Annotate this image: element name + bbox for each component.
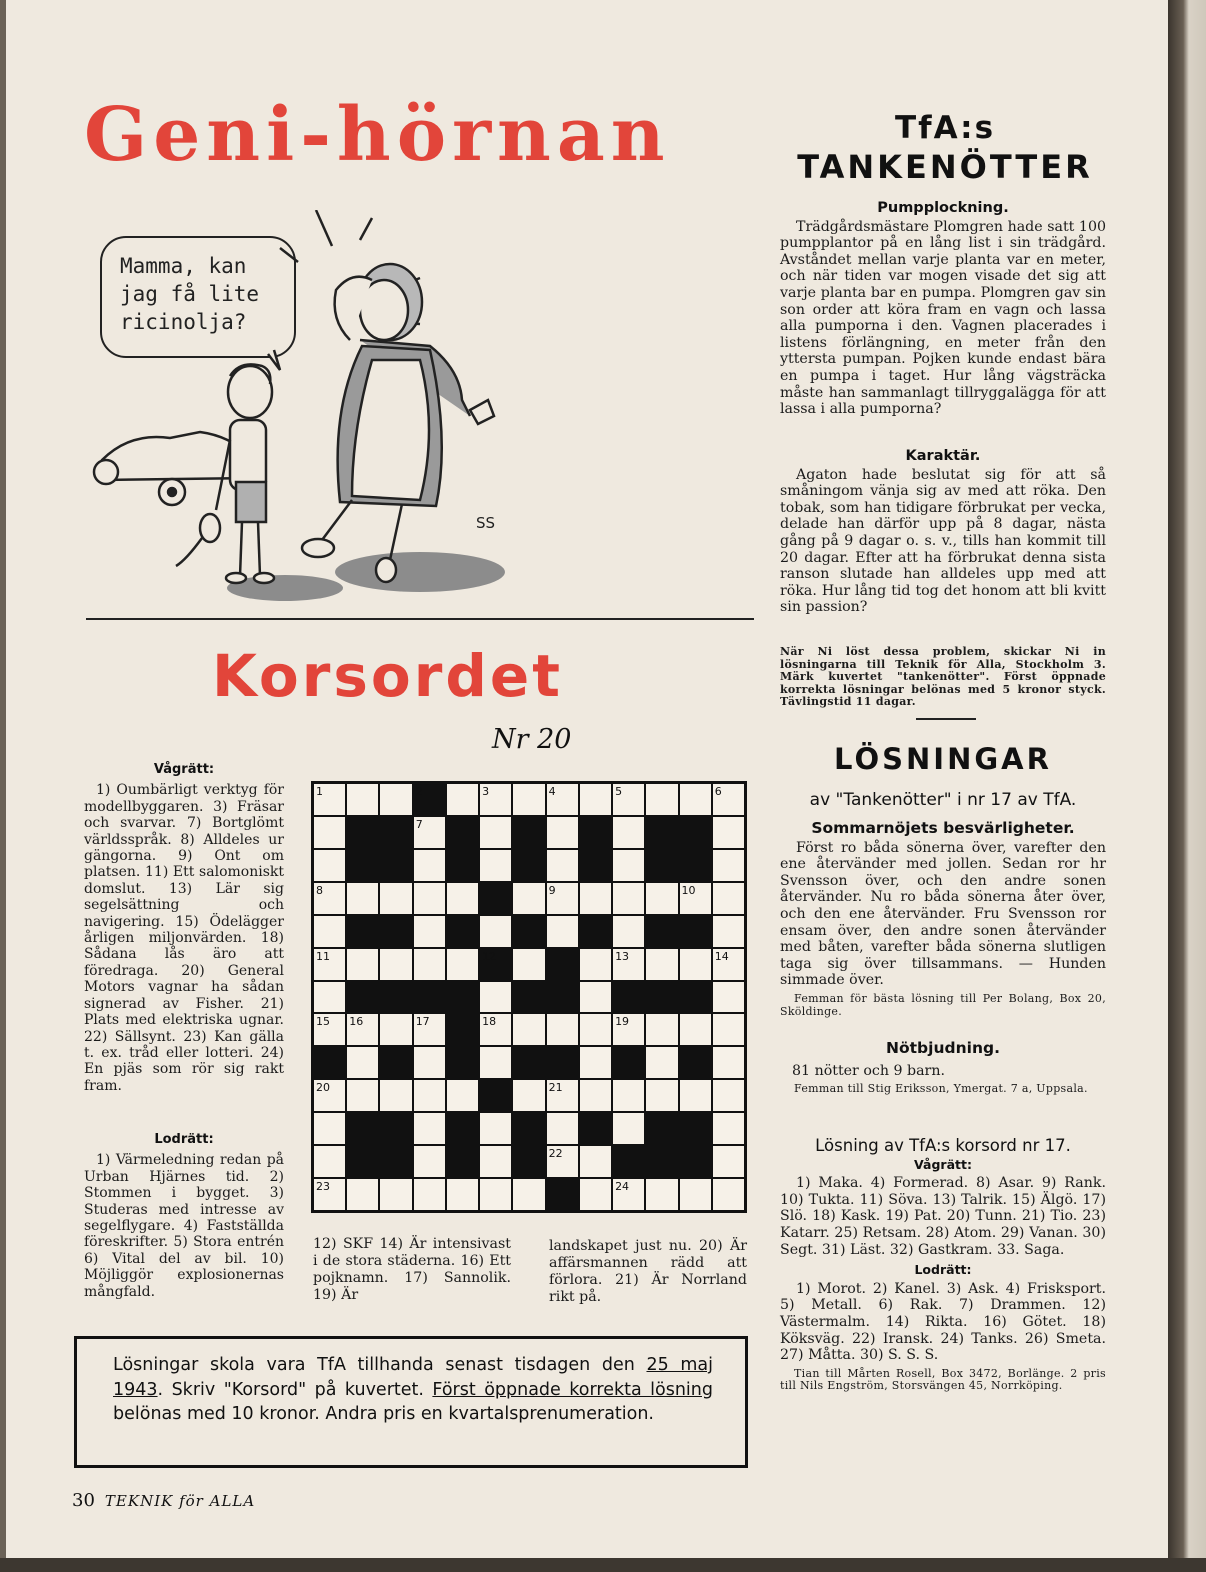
lodratt-heading: Lodrätt: (154, 1132, 214, 1147)
lodratt-continued-1: 12) SKF 14) Är intensivast i de stora städerna. 16) Ett pojknamn. 17) Sannolik. 19) Är (313, 1236, 511, 1303)
grid-cell (414, 1047, 445, 1078)
tankenotter-title-2: TANKENÖTTER (797, 148, 1093, 186)
grid-cell (613, 883, 644, 914)
grid-cell (547, 817, 578, 848)
grid-cell (347, 1080, 378, 1111)
grid-cell (513, 1080, 544, 1111)
cartoon-illustration (90, 210, 530, 610)
grid-cell (414, 916, 445, 947)
grid-cell (646, 1014, 677, 1045)
grid-cell (480, 1113, 511, 1144)
vagratt-text: 1) Oumbärligt verktyg för modellbyggaren. 3) Fräsar och svarvar. 7) Bortglömt världsspråk. 8) Alldeles ur gängorna. 9) Ont om platsen. 11) Ett salomoniskt domslut. 13) Lär sig segelsättning och navigering. 15) Ödelägger årligen miljonvärden. 18) Sådana lås äro att föredraga. 20) General Motors vagnar ha sådan signerad av Fisher. 21) Plats med elektriska ugnar. 22) Sällsynt. 23) Kan gälla t. ex. tråd eller lotteri. 24) En pjäs som rör sig rakt fram. (84, 782, 284, 1094)
grid-number: 23 (316, 1180, 330, 1194)
grid-number: 20 (316, 1081, 330, 1095)
grid-cell (547, 850, 578, 881)
grid-cell (613, 817, 644, 848)
notice-date: 25 maj 1943 (113, 1355, 714, 1400)
grid-cell (347, 784, 378, 815)
pumpplockning-text: Trädgårdsmästare Plomgren hade satt 100 pumpplantor på en lång list i sin trädgård. Avståndet mellan varje planta var en meter, och när tiden var mogen visade det sig att varje planta bar en pumpa. Plomgren gav sin son order att köra fram en vagn och lassa alla pumporna i den. Vagnen placerades i listens förlängning, en meter från den yttersta pumpan. Pojken kunde endast bära en pumpa i taget. Hur lång vägsträcka måste han sammanlagt tillryggalägga för att lassa i alla pumporna? (780, 218, 1106, 418)
grid-cell (447, 1080, 478, 1111)
grid-cell (347, 1047, 378, 1078)
grid-cell (580, 982, 611, 1013)
notbjudning-winner: Femman till Stig Eriksson, Ymergat. 7 a, Uppsala. (794, 1082, 1088, 1096)
korsord17-lodratt: 1) Morot. 2) Kanel. 3) Ask. 4) Frisksport. 5) Metall. 6) Rak. 7) Drammen. 12) Västermalm. 14) Rikta. 16) Götet. 18) Köksväg. 22) Iransk. 24) Tanks. 26) Smeta. 27) Måtta. 30) S. S. S. (780, 1280, 1106, 1364)
korsord17-vagratt: 1) Maka. 4) Formerad. 8) Asar. 9) Rank. 10) Tukta. 11) Söva. 13) Talrik. 15) Älgö. 17) Slö. 18) Kask. 19) Pat. 20) Tunn. 21) Tio. 23) Katarr. 25) Retsam. 28) Atom. 29) Vanan. 30) Segt. 31) Läst. 32) Gastkram. 33. Saga. (780, 1175, 1106, 1258)
grid-cell (547, 1113, 578, 1144)
short-divider (916, 718, 976, 720)
grid-cell (314, 982, 345, 1013)
grid-cell (580, 949, 611, 980)
grid-number: 8 (316, 883, 323, 897)
grid-cell (447, 1179, 478, 1210)
pumpplockning-heading: Pumpplockning. (877, 200, 1009, 216)
grid-number: 2 (415, 785, 423, 798)
speech-line-2: jag få lite (120, 282, 260, 306)
grid-cell (646, 1080, 677, 1111)
sommarnojet-text: Först ro båda sönerna över, varefter den ene återvänder med jollen. Sedan ror hr Svensson över, och den andre sonen återvänder. Nu ro båda sönerna åter över, och den ene återvänder. Fru Svensson ror ensam över, den andre sonen återvänder med båten, varefter båda sönerna slutligen taga sig över tillsammans. — Hunden simmade över. (780, 839, 1106, 989)
deadline-notice (74, 1336, 748, 1468)
grid-cell (414, 1080, 445, 1111)
grid-cell (613, 1113, 644, 1144)
grid-cell (380, 1080, 411, 1111)
grid-cell (380, 784, 411, 815)
grid-number: 13 (615, 949, 630, 963)
grid-cell (480, 817, 511, 848)
vagratt-clues (84, 762, 284, 1094)
grid-cell (513, 784, 544, 815)
geni-title: Geni-hörnan (84, 92, 671, 178)
grid-cell (380, 1014, 411, 1045)
grid-cell (580, 1179, 611, 1210)
grid-cell (580, 1080, 611, 1111)
grid-cell (680, 949, 711, 980)
grid-number: 22 (548, 1147, 563, 1161)
grid-cell (447, 949, 478, 980)
grid-cell (547, 1014, 578, 1045)
grid-cell (713, 1113, 744, 1144)
grid-cell (713, 1014, 744, 1045)
grid-number: 7 (415, 817, 423, 831)
losningar-subtitle: av "Tankenötter" i nr 17 av TfA. (809, 790, 1077, 810)
karaktar-heading: Karaktär. (905, 448, 981, 464)
grid-cell (580, 883, 611, 914)
grid-cell (713, 817, 744, 848)
grid-number: 14 (714, 949, 729, 963)
grid-cell (580, 784, 611, 815)
woman-shadow (335, 552, 505, 592)
lodratt-continued-2: landskapet just nu. 20) Är affärsmannen rädd att förlora. 21) Är Norrland rikt på. (549, 1238, 747, 1305)
grid-number: 24 (615, 1180, 630, 1194)
grid-cell (347, 949, 378, 980)
artist-signature: SS (476, 514, 496, 532)
tankenotter-title-1: TfA:s (894, 110, 996, 146)
grid-cell (646, 1179, 677, 1210)
grid-cell (680, 1179, 711, 1210)
grid-cell (547, 916, 578, 947)
lodratt-clues (84, 1132, 284, 1300)
grid-cell (480, 1047, 511, 1078)
grid-cell (646, 1047, 677, 1078)
book-spine (1168, 0, 1206, 1572)
karaktar-text: Agaton hade beslutat sig för att så småningom vänja sig av med att röka. Den tobak, som han tidigare förbrukat per vecka, delade han därför upp på 8 dagar, nästa gång på 9 dagar o. s. v., tills han kommit till 20 dagar. Efter att ha förbrukat denna sista ranson slutade han alldeles upp med att röka. Hur lång tid tog det honom att bli kvitt sin passion? (780, 466, 1106, 616)
grid-cell (414, 1146, 445, 1177)
notice-text-c: belönas med 10 kronor. Andra pris en kvartalsprenumeration. (113, 1404, 654, 1424)
grid-cell (414, 850, 445, 881)
grid-cell (580, 1014, 611, 1045)
grid-cell (713, 1080, 744, 1111)
grid-cell (347, 1179, 378, 1210)
notice-text-b: . Skriv "Korsord" på kuvertet. (157, 1379, 433, 1400)
notice-first: Först öppnade korrekta lösning (432, 1379, 713, 1400)
grid-cell (646, 949, 677, 980)
grid-cell (646, 883, 677, 914)
grid-cell (414, 883, 445, 914)
grid-number: 9 (548, 883, 556, 897)
grid-number: 11 (316, 949, 330, 963)
grid-cell (480, 1179, 511, 1210)
grid-cell (713, 916, 744, 947)
tankenotter-title (780, 110, 1110, 186)
magazine-name: TEKNIK för ALLA (104, 1492, 256, 1510)
lodratt-text: 1) Värmeledning redan på Urban Hjärnes tid. 2) Stommen i bygget. 3) Studeras med intresse av segelflygare. 4) Fastställda föreskrifter. 5) Stora entrén 6) Vital del av bil. 10) Möjliggör explosionernas mångfald. (84, 1152, 284, 1300)
grid-cell (513, 1014, 544, 1045)
crossword-number: Nr 20 (492, 724, 572, 755)
grid-cell (713, 1047, 744, 1078)
woman-figure (280, 210, 494, 582)
grid-cell (680, 1014, 711, 1045)
grid-cell (380, 949, 411, 980)
notice-text-a: Lösningar skola vara TfA tillhanda senast tisdagen den (113, 1355, 647, 1375)
grid-cell (414, 1113, 445, 1144)
grid-cell (580, 1047, 611, 1078)
grid-cell (447, 883, 478, 914)
grid-cell (314, 817, 345, 848)
grid-number: 15 (316, 1015, 330, 1029)
crossword-grid (311, 781, 747, 1213)
grid-cell (414, 1179, 445, 1210)
submission-instructions: När Ni löst dessa problem, skickar Ni in lösningarna till Teknik för Alla, Stockholm 3. Märk kuvertet "tankenötter". Först öppnade korrekta lösningar belönas med 5 kronor styck. Tävlingstid 11 dagar. (780, 645, 1106, 709)
grid-number: 21 (548, 1081, 563, 1095)
grid-number: 6 (714, 785, 722, 798)
solution-notbjudning (780, 1040, 1106, 1096)
vagratt-heading: Vågrätt: (153, 762, 215, 777)
grid-cell (713, 982, 744, 1013)
grid-number: 1 (316, 785, 323, 798)
sommarnojet-winner: Femman för bästa lösning till Per Bolang, Box 20, Sköldinge. (780, 991, 1106, 1018)
grid-cell (314, 1113, 345, 1144)
grid-cell (414, 949, 445, 980)
section-divider (86, 618, 754, 620)
bubble-tail (268, 350, 280, 370)
grid-number: 4 (548, 785, 556, 798)
grid-number: 16 (349, 1015, 364, 1029)
grid-cell (713, 883, 744, 914)
grid-cell (613, 1080, 644, 1111)
notbjudning-heading: Nötbjudning. (886, 1039, 1000, 1057)
grid-number: 17 (415, 1015, 430, 1029)
korsord17-winners: Tian till Mårten Rosell, Box 3472, Borlänge. 2 pris till Nils Engström, Storsvängen 45, Norrköping. (780, 1366, 1106, 1393)
grid-cell (713, 850, 744, 881)
losningar-title: LÖSNINGAR (834, 742, 1052, 776)
crossword-title: Korsordet (212, 642, 563, 710)
grid-cell (480, 916, 511, 947)
grid-cell (347, 883, 378, 914)
page-number: 30 (72, 1490, 95, 1511)
puzzle-pumpplockning (780, 200, 1106, 418)
grid-cell (480, 850, 511, 881)
grid-cell (314, 1146, 345, 1177)
page-footer (72, 1490, 255, 1511)
grid-number: 18 (482, 1015, 497, 1029)
grid-cell (713, 1179, 744, 1210)
grid-cell (314, 916, 345, 947)
grid-cell (613, 850, 644, 881)
speech-line-1: Mamma, kan (120, 254, 247, 278)
grid-number: 3 (482, 785, 490, 798)
grid-cell (513, 883, 544, 914)
grid-cell (646, 784, 677, 815)
grid-cell (513, 949, 544, 980)
grid-cell (713, 1146, 744, 1177)
notbjudning-text: 81 nötter och 9 barn. (792, 1062, 945, 1079)
grid-cell (613, 916, 644, 947)
solution-korsord-17 (780, 1138, 1106, 1393)
grid-cell (380, 1179, 411, 1210)
grid-number: 12 (482, 949, 497, 963)
grid-cell (314, 850, 345, 881)
grid-cell (513, 1179, 544, 1210)
grid-cell (580, 1146, 611, 1177)
grid-cell (447, 784, 478, 815)
grid-cell (480, 982, 511, 1013)
korsord17-lodratt-heading: Lodrätt: (914, 1262, 972, 1278)
grid-number: 5 (615, 785, 623, 798)
sommarnojet-heading: Sommarnöjets besvärligheter. (811, 819, 1075, 837)
grid-cell (480, 1146, 511, 1177)
puzzle-karaktar (780, 448, 1106, 616)
grid-cell (680, 1080, 711, 1111)
speech-line-3: ricinolja? (120, 310, 247, 334)
solution-sommarnojet (780, 820, 1106, 1018)
page-edge (0, 1558, 1206, 1572)
grid-cell (380, 883, 411, 914)
grid-cell (680, 784, 711, 815)
grid-number: 19 (615, 1015, 630, 1029)
korsord17-heading: Lösning av TfA:s korsord nr 17. (815, 1136, 1071, 1155)
korsord17-vagratt-heading: Vågrätt: (914, 1156, 972, 1172)
grid-number: 10 (681, 883, 696, 897)
